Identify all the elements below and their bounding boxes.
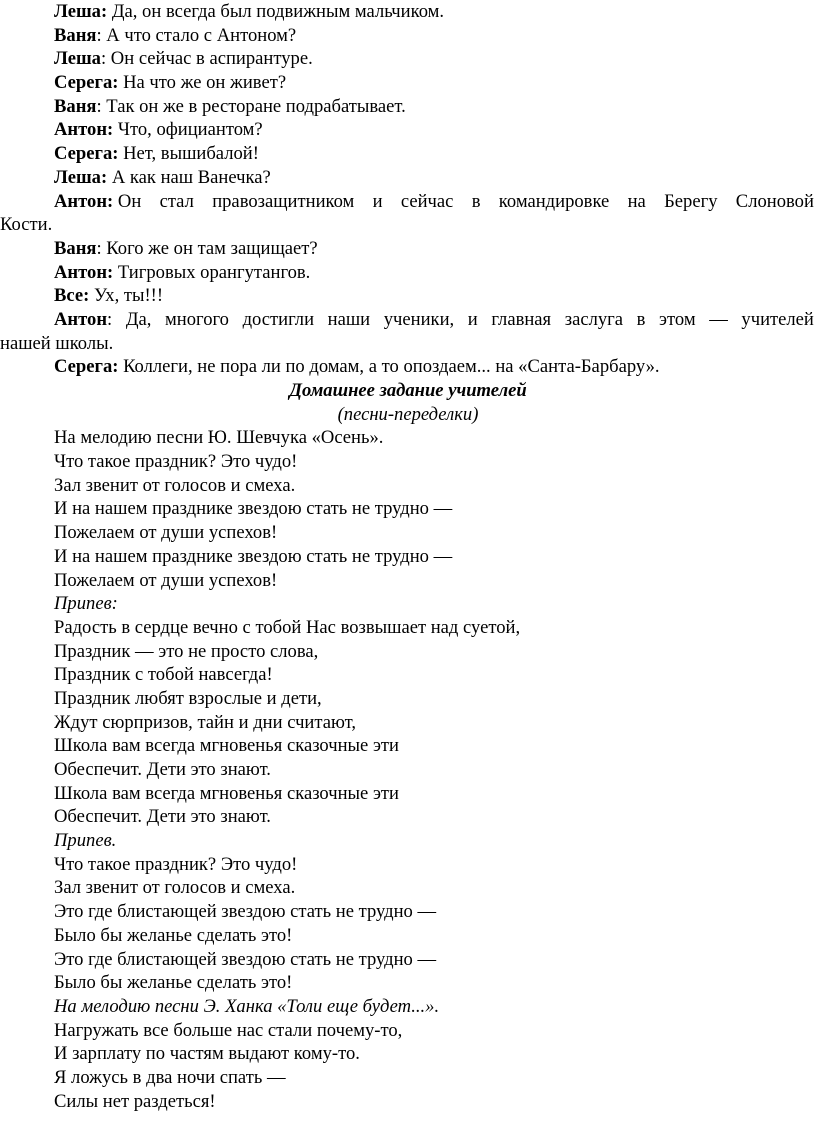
dialogue-line	[0, 24, 816, 48]
song-line: На мелодию песни Ю. Шевчука «Осень».	[54, 427, 384, 449]
speaker-name: Все:	[54, 285, 90, 307]
song-line: Праздник любят взрослые и дети,	[54, 687, 322, 709]
dialogue-text: А как наш Ванечка?	[107, 166, 271, 188]
dialogue-word: в	[636, 308, 646, 330]
speaker-name: Ваня	[54, 95, 97, 117]
dialogue-line	[0, 284, 816, 308]
song-line: Это где блистающей звездою стать не трудно —	[54, 948, 437, 970]
dialogue-word: правозащитником	[212, 190, 355, 212]
dialogue-word: на	[627, 190, 646, 212]
dialogue-text: Что, официантом?	[113, 119, 263, 141]
dialogue-word: —	[709, 308, 728, 330]
dialogue-word: многого	[165, 308, 229, 330]
dialogue-word: этом	[659, 308, 696, 330]
dialogue-word: в	[471, 190, 481, 212]
song-line: Было бы желанье сделать это!	[54, 924, 293, 946]
speaker-name: Ваня	[54, 237, 97, 259]
song-line: И на нашем празднике звездою стать не трудно —	[54, 498, 453, 520]
dialogue-line	[0, 261, 816, 285]
song-line: Припев:	[54, 593, 118, 615]
dialogue-continuation: нашей школы.	[0, 332, 114, 354]
dialogue-line	[0, 47, 816, 71]
song-line: И на нашем празднике звездою стать не трудно —	[54, 545, 453, 567]
song-line: Было бы желанье сделать это!	[54, 972, 293, 994]
dialogue-word: Да,	[125, 308, 152, 330]
dialogue-line	[0, 237, 816, 261]
dialogue-word: заслуга	[564, 308, 624, 330]
song-line: Нагружать все больше нас стали почему-то,	[54, 1019, 403, 1041]
dialogue-line	[0, 0, 816, 24]
section-title: Домашнее задание учителей	[289, 380, 527, 401]
dialogue-word: главная	[491, 308, 552, 330]
dialogue-text: : Так он же в ресторане подрабатывает.	[96, 95, 406, 117]
dialogue-text: : Он сейчас в аспирантуре.	[100, 48, 313, 70]
dialogue-text: : А что стало с Антоном?	[96, 24, 297, 46]
song-line: На мелодию песни Э. Ханка «Толи еще будет...».	[54, 995, 440, 1017]
dialogue-word: достигли	[242, 308, 315, 330]
dialogue-line	[0, 142, 816, 166]
song-line: Праздник с тобой навсегда!	[54, 664, 273, 686]
song-line: Что такое праздник? Это чудо!	[54, 853, 298, 875]
speaker-name: Леша:	[54, 1, 108, 22]
song-line: Радость в сердце вечно с тобой Нас возвышает над суетой,	[54, 616, 521, 638]
dialogue-word-text: :	[107, 308, 113, 330]
song-line: Обеспечит. Дети это знают.	[54, 806, 271, 828]
speaker-name: Серега:	[54, 143, 119, 165]
dialogue-text: Да, он всегда был подвижным мальчиком.	[107, 1, 445, 22]
speaker-name: Антон:	[54, 261, 114, 283]
dialogue-word	[54, 308, 112, 332]
song-line: Пожелаем от души успехов!	[54, 522, 278, 544]
song-line: Силы нет раздеться!	[54, 1090, 216, 1112]
song-line: Это где блистающей звездою стать не трудно —	[54, 901, 437, 923]
dialogue-line	[0, 355, 816, 379]
song-line: И зарплату по частям выдают кому-то.	[54, 1043, 360, 1065]
dialogue-line	[0, 118, 816, 142]
dialogue-word: и	[372, 190, 383, 212]
song-line: Я ложусь в два ночи спать —	[54, 1066, 286, 1088]
song-line: Припев.	[54, 830, 117, 852]
song-line: Школа вам всегда мгновенья сказочные эти	[54, 735, 400, 757]
dialogue-line	[0, 166, 816, 190]
dialogue-word-text: Он	[117, 190, 142, 212]
dialogue-word: сейчас	[400, 190, 454, 212]
song-line: Праздник — это не просто слова,	[54, 640, 319, 662]
dialogue-word: ученики,	[383, 308, 455, 330]
dialogue-word: и	[467, 308, 478, 330]
speaker-name: Антон:	[54, 190, 114, 212]
speaker-name: Леша:	[54, 166, 108, 188]
dialogue-line-justified	[0, 308, 816, 332]
dialogue-word: учителей	[741, 308, 814, 330]
dialogue-text: На что же он живет?	[118, 72, 287, 94]
dialogue-line	[0, 95, 816, 119]
speaker-name: Леша	[54, 48, 101, 70]
song-line: Школа вам всегда мгновенья сказочные эти	[54, 782, 400, 804]
section-subtitle: (песни-переделки)	[337, 403, 479, 425]
dialogue-word: командировке	[498, 190, 610, 212]
song-line: Пожелаем от души успехов!	[54, 569, 278, 591]
speaker-name: Антон:	[54, 119, 114, 141]
dialogue-word: Слоновой	[735, 190, 814, 212]
dialogue-text: Ух, ты!!!	[89, 285, 164, 307]
song-line: Зал звенит от голосов и смеха.	[54, 474, 296, 496]
dialogue-word: наши	[327, 308, 371, 330]
song-line: Ждут сюрпризов, тайн и дни считают,	[54, 711, 357, 733]
song-line: Что такое праздник? Это чудо!	[54, 451, 298, 473]
dialogue-text: Нет, вышибалой!	[118, 143, 259, 165]
dialogue-text: : Кого же он там защищает?	[96, 237, 318, 259]
speaker-name: Серега:	[54, 72, 119, 94]
speaker-name: Серега:	[54, 356, 119, 378]
dialogue-word: Берегу	[664, 190, 718, 212]
song-line: Обеспечит. Дети это знают.	[54, 759, 271, 780]
dialogue-text: Тигровых орангутангов.	[113, 261, 311, 283]
dialogue-word: стал	[159, 190, 194, 212]
dialogue-line-justified	[0, 190, 816, 214]
dialogue-line	[0, 71, 816, 95]
dialogue-continuation: Кости.	[0, 214, 53, 236]
dialogue-word	[54, 190, 141, 214]
speaker-name: Ваня	[54, 24, 97, 46]
speaker-name: Антон	[54, 308, 108, 330]
song-line: Зал звенит от голосов и смеха.	[54, 877, 296, 899]
dialogue-text: Коллеги, не пора ли по домам, а то опоздаем... на «Санта-Барбару».	[118, 356, 660, 378]
